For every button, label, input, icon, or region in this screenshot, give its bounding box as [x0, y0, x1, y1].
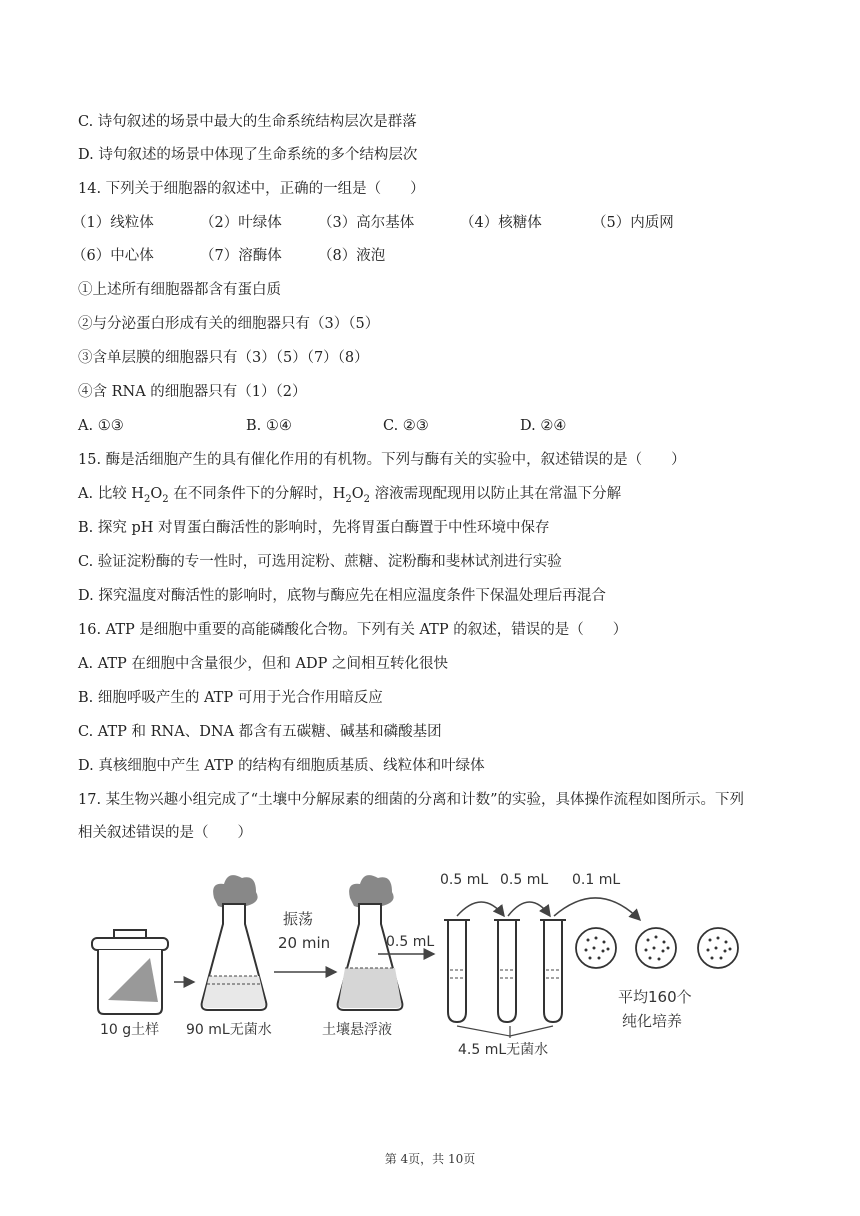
q14-statement-3: ③含单层膜的细胞器只有（3）（5）（7）（8）: [78, 350, 369, 366]
soil-container-icon: [92, 930, 168, 1014]
petri-dish-icon: [698, 928, 738, 968]
q14-statement-1: ①上述所有细胞器都含有蛋白质: [78, 282, 281, 298]
petri-dish-icon: [576, 928, 616, 968]
q14-statement-2: ②与分泌蛋白形成有关的细胞器只有（3）（5）: [78, 316, 380, 332]
organelle-2: （2）叶绿体: [200, 215, 282, 231]
organelle-3: （3）高尔基体: [318, 215, 415, 231]
q14-option-a: A. ①③: [78, 418, 124, 434]
page-footer: 第 4页，共 10页: [384, 1152, 476, 1166]
q14-option-c: C. ②③: [383, 418, 429, 434]
arrow: [457, 902, 504, 916]
q15-option-c: C. 验证淀粉酶的专一性时，可选用淀粉、蔗糖、淀粉酶和斐林试剂进行实验: [78, 554, 562, 570]
tubes-label: 4.5 mL无菌水: [458, 1042, 549, 1058]
q13-option-c: C. 诗句叙述的场景中最大的生命系统结构层次是群落: [78, 114, 417, 130]
q13-option-d: D. 诗句叙述的场景中体现了生命系统的多个结构层次: [78, 147, 418, 163]
organelle-8: （8）液泡: [318, 248, 386, 264]
q14-stem: 14. 下列关于细胞器的叙述中，正确的一组是（ ）: [78, 181, 425, 197]
arrow: [508, 902, 550, 916]
flask-icon: [202, 875, 267, 1010]
q16-option-a: A. ATP 在细胞中含量很少，但和 ADP 之间相互转化很快: [78, 656, 448, 672]
q16-stem: 16. ATP 是细胞中重要的高能磷酸化合物。下列有关 ATP 的叙述，错误的是（ ）: [78, 622, 628, 638]
q15-option-d: D. 探究温度对酶活性的影响时，底物与酶应先在相应温度条件下保温处理后再混合: [78, 588, 606, 604]
transfer-volume-label: 0.5 mL: [386, 934, 435, 950]
q17-stem-line-2: 相关叙述错误的是（ ）: [78, 825, 252, 841]
soil-label: 10 g土样: [100, 1022, 160, 1038]
test-tube-icon: [494, 920, 520, 1022]
q15-option-a: A. 比较 $H_2O_2$ 在不同条件下的分解时，$H_2O_2$ 溶液需现配现用以防止其在常温下分解: [78, 486, 622, 505]
petri-dish-icon: [636, 928, 676, 968]
arrow: [554, 898, 640, 920]
test-tube-icon: [540, 920, 566, 1022]
test-tube-icon: [444, 920, 470, 1022]
q17-stem-line-1: 17. 某生物兴趣小组完成了“土壤中分解尿素的细菌的分离和计数”的实验，具体操作流程如图所示。下列: [78, 792, 744, 808]
organelle-1: （1）线粒体: [72, 215, 154, 231]
q16-option-b: B. 细胞呼吸产生的 ATP 可用于光合作用暗反应: [78, 690, 383, 706]
dilution-experiment-figure: [78, 862, 778, 1062]
shake-label: 振荡: [283, 910, 314, 928]
colony-count-label: 平均160个: [618, 988, 692, 1006]
purification-label: 纯化培养: [622, 1012, 683, 1030]
shake-time-label: 20 min: [278, 934, 331, 952]
q15-option-b: B. 探究 pH 对胃蛋白酶活性的影响时，先将胃蛋白酶置于中性环境中保存: [78, 520, 550, 536]
organelle-6: （6）中心体: [72, 248, 154, 264]
q14-statement-4: ④含 RNA 的细胞器只有（1）（2）: [78, 384, 307, 400]
flask1-label: 90 mL无菌水: [186, 1022, 272, 1038]
q14-option-d: D. ②④: [520, 418, 567, 434]
q15-stem: 15. 酶是活细胞产生的具有催化作用的有机物。下列与酶有关的实验中，叙述错误的是（ ）: [78, 452, 686, 468]
transfer-volume-label: 0.5 mL: [500, 872, 549, 888]
organelle-4: （4）核糖体: [460, 215, 542, 231]
transfer-volume-label: 0.1 mL: [572, 872, 621, 888]
organelle-5: （5）内质网: [592, 215, 674, 231]
flask2-label: 土壤悬浮液: [322, 1022, 392, 1038]
transfer-volume-label: 0.5 mL: [440, 872, 489, 888]
q14-option-b: B. ①④: [246, 418, 292, 434]
q16-option-d: D. 真核细胞中产生 ATP 的结构有细胞质基质、线粒体和叶绿体: [78, 758, 485, 774]
q16-option-c: C. ATP 和 RNA、DNA 都含有五碳糖、碱基和磷酸基团: [78, 724, 442, 740]
organelle-7: （7）溶酶体: [200, 248, 282, 264]
